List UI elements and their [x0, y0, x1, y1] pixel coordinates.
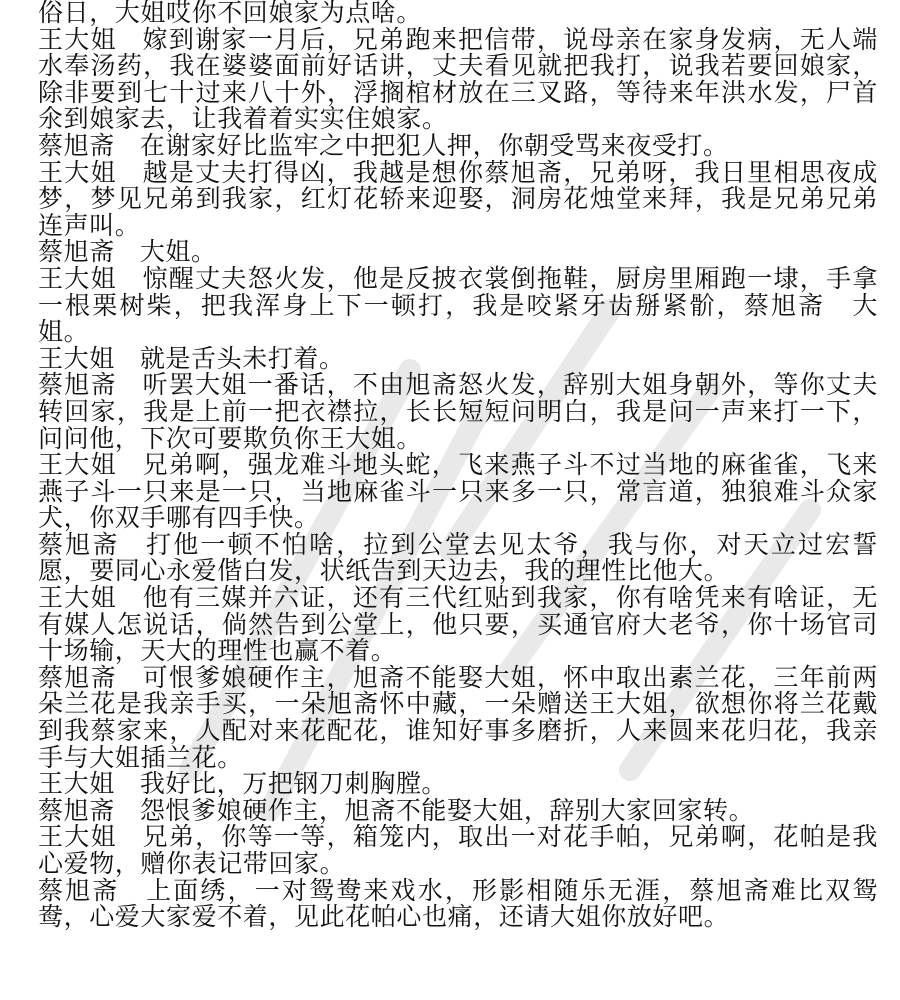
- dialogue-text: 怨恨爹娘硬作主，旭斋不能娶大姐，辞别大家回家转。: [139, 795, 755, 825]
- speaker-name: 王大姐: [38, 263, 117, 293]
- speaker-name: 王大姐: [38, 343, 115, 373]
- speaker-name: 蔡旭斋: [38, 662, 117, 692]
- speaker-name: 王大姐: [38, 450, 117, 480]
- dialogue-text: 惊醒丈夫怒火发，他是反披衣裳倒拖鞋，厨房里厢跑一埭，手拿一根栗树柴，把我浑身上下一顿打，我是咬紧牙齿掰紧骱，蔡旭斋 大姐。: [38, 263, 878, 347]
- dialogue-line: [38, 343, 878, 373]
- speaker-name: 蔡旭斋: [38, 875, 120, 905]
- dialogue-text: 兄弟啊，强龙难斗地头蛇，飞来燕子斗不过当地的麻雀雀，飞来燕子斗一只来是一只，当地麻雀斗一只来多一只，常言道，独狼难斗众家犬，你双手哪有四手快。: [38, 450, 878, 533]
- dialogue-line: [38, 239, 878, 266]
- speaker-name: 蔡旭斋: [38, 130, 115, 160]
- dialogue-text: 就是舌头未打着。: [139, 343, 345, 373]
- dialogue-line: [38, 263, 878, 347]
- dialogue-text: 俗日，大姐哎你不回娘家为点啥。: [38, 0, 423, 27]
- dialogue-text: 在谢家好比监牢之中把犯人押，你朝受骂来夜受打。: [139, 130, 729, 160]
- speaker-name: 王大姐: [38, 769, 115, 799]
- dialogue-text: 听罢大姐一番话，不由旭斋怒火发，辞别大姐身朝外，等你丈夫转回家，我是上前一把衣襟拉，长长短短问明白，我是问一声来打一下，问问他，下次可要欺负你王大姐。: [38, 370, 878, 453]
- dialogue-line: [38, 585, 878, 665]
- dialogue-line: [38, 157, 878, 240]
- dialogue-text: 打他一顿不怕啥，拉到公堂去见太爷，我与你，对天立过宏誓愿，要同心永爱偕白发，状纸告到天边去，我的理性比他大。: [38, 529, 878, 586]
- speaker-name: 蔡旭斋: [38, 795, 115, 825]
- dialogue-line: [38, 24, 878, 134]
- dialogue-line: [38, 824, 878, 877]
- dialogue-line: [38, 0, 878, 27]
- dialogue-text: 越是丈夫打得凶，我越是想你蔡旭斋，兄弟呀，我日里相思夜成梦，梦见兄弟到我家，红灯花轿来迎娶，洞房花烛堂来拜，我是兄弟兄弟连声叫。: [38, 157, 878, 240]
- dialogue-text: 可恨爹娘硬作主，旭斋不能娶大姐，怀中取出素兰花，三年前两朵兰花是我亲手买，一朵旭斋怀中藏，一朵赠送王大姐，欲想你将兰花戴到我蔡家来，人配对来花配花，谁知好事多磨折，人来圆来花归花，我亲手与大姐插兰花。: [38, 662, 878, 772]
- dialogue-line: [38, 529, 878, 586]
- dialogue-line: [38, 662, 878, 772]
- dialogue-text: 他有三媒并六证，还有三代红贴到我家，你有啥凭来有啥证，无有媒人怎说话，倘然告到公堂上，他只要，买通官府大老爷，你十场官司十场输，天大的理性也赢不着。: [38, 583, 878, 666]
- document-body: [38, 0, 878, 931]
- speaker-name: 王大姐: [38, 583, 117, 613]
- dialogue-line: [38, 875, 878, 932]
- dialogue-line: [38, 372, 878, 452]
- speaker-name: 王大姐: [38, 822, 117, 852]
- dialogue-line: [38, 795, 878, 825]
- dialogue-text: 兄弟，你等一等，箱笼内，取出一对花手帕，兄弟啊，花帕是我心爱物，赠你表记带回家。: [38, 822, 878, 878]
- dialogue-line: [38, 771, 878, 798]
- dialogue-text: 嫁到谢家一月后，兄弟跑来把信带，说母亲在家身发病，无人端水奉汤药，我在婆婆面前好话讲，丈夫看见就把我打，说我若要回娘家，除非要到七十过来八十外，浮搁棺材放在三叉路，等待来年洪水发，尸首氽到娘家去，让我着着实实住娘家。: [38, 24, 878, 134]
- dialogue-line: [38, 452, 878, 532]
- speaker-name: 蔡旭斋: [38, 237, 115, 267]
- dialogue-text: 我好比，万把钢刀刺胸膛。: [139, 769, 448, 799]
- dialogue-text: 上面绣，一对鸳鸯来戏水，形影相随乐无涯，蔡旭斋难比双鸳鸯，心爱大家爱不着，见此花帕心也痛，还请大姐你放好吧。: [38, 875, 878, 932]
- speaker-name: 蔡旭斋: [38, 529, 120, 559]
- speaker-name: 蔡旭斋: [38, 370, 117, 400]
- speaker-name: 王大姐: [38, 157, 117, 187]
- dialogue-line: [38, 130, 878, 160]
- dialogue-text: 大姐。: [139, 237, 217, 267]
- speaker-name: 王大姐: [38, 24, 117, 54]
